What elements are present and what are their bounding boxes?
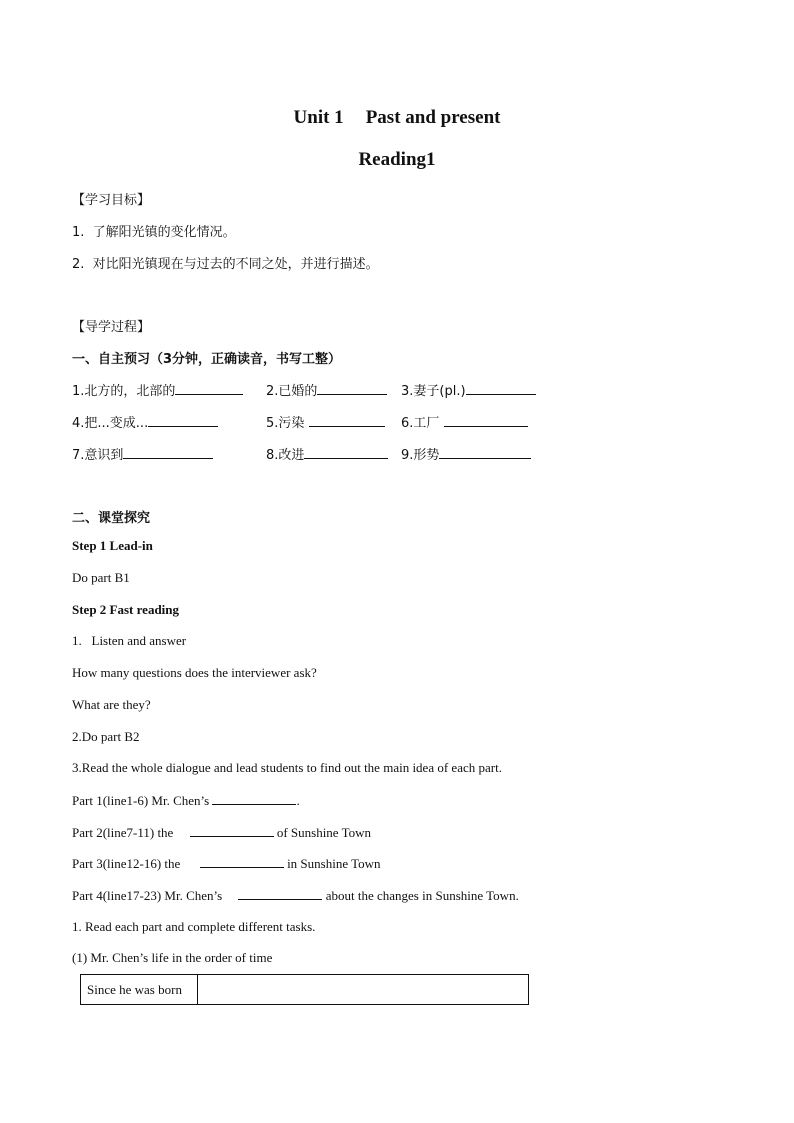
question-2: What are they? <box>72 697 151 712</box>
answer-blank[interactable] <box>212 792 296 805</box>
lesson-title: Reading1 <box>358 149 436 170</box>
vocab-item-1: 1.北方的，北部的 <box>72 380 243 399</box>
part-4: Part 4(line17-23) Mr. Chen’s about the changes in Sunshine Town. <box>72 888 519 903</box>
table-row <box>81 975 529 1005</box>
question-1: How many questions does the interviewer ask? <box>72 665 317 680</box>
step-2-heading: Step 2 Fast reading <box>72 602 180 617</box>
answer-blank[interactable] <box>309 414 385 427</box>
answer-blank[interactable] <box>444 414 528 427</box>
part-2: Part 2(line7-11) the of Sunshine Town <box>72 825 372 840</box>
vocab-item-2: 2.已婚的 <box>266 380 387 399</box>
answer-blank[interactable] <box>190 824 274 837</box>
life-order-table <box>80 974 529 1005</box>
vocab-item-6: 6.工厂 <box>401 412 528 431</box>
vocab-item-8: 8.改进 <box>266 444 388 463</box>
vocab-item-9: 9.形势 <box>401 444 531 463</box>
task-3: 3.Read the whole dialogue and lead students to find out the main idea of each part. <box>72 760 502 775</box>
vocab-item-3: 3.妻子(pl.) <box>401 380 536 399</box>
unit-number: Unit 1 <box>293 107 344 128</box>
answer-blank[interactable] <box>238 887 322 900</box>
answer-blank[interactable] <box>304 446 388 459</box>
vocab-item-7: 7.意识到 <box>72 444 213 463</box>
objectives-header: 【学习目标】 <box>72 193 151 208</box>
part-1: Part 1(line1-6) Mr. Chen’s . <box>72 793 300 808</box>
table-cell-label: Since he was born <box>81 975 198 1005</box>
sub-task-1: (1) Mr. Chen’s life in the order of time <box>72 950 273 965</box>
task-1: 1. Listen and answer <box>72 633 187 648</box>
answer-blank[interactable] <box>317 382 387 395</box>
process-header: 【导学过程】 <box>72 320 151 335</box>
answer-blank[interactable] <box>200 855 284 868</box>
step-1-heading: Step 1 Lead-in <box>72 538 153 553</box>
preview-header: 一、自主预习（3分钟，正确读音，书写工整） <box>72 352 342 367</box>
answer-blank[interactable] <box>175 382 243 395</box>
part-3: Part 3(line12-16) the in Sunshine Town <box>72 856 381 871</box>
explore-header: 二、课堂探究 <box>72 511 151 526</box>
task-2: 2.Do part B2 <box>72 729 140 744</box>
vocab-item-5: 5.污染 <box>266 412 385 431</box>
objective-item-2: 2. 对比阳光镇现在与过去的不同之处，并进行描述。 <box>72 257 379 272</box>
answer-blank[interactable] <box>148 414 218 427</box>
step-1-task: Do part B1 <box>72 570 130 585</box>
answer-blank[interactable] <box>466 382 536 395</box>
task-4: 1. Read each part and complete different tasks. <box>72 919 316 934</box>
vocab-item-4: 4.把...变成... <box>72 412 218 431</box>
objective-item-1: 1. 了解阳光镇的变化情况。 <box>72 225 236 240</box>
answer-blank[interactable] <box>439 446 531 459</box>
table-cell-answer[interactable] <box>198 975 529 1005</box>
unit-title <box>0 107 794 129</box>
answer-blank[interactable] <box>123 446 213 459</box>
unit-topic: Past and present <box>365 107 501 128</box>
